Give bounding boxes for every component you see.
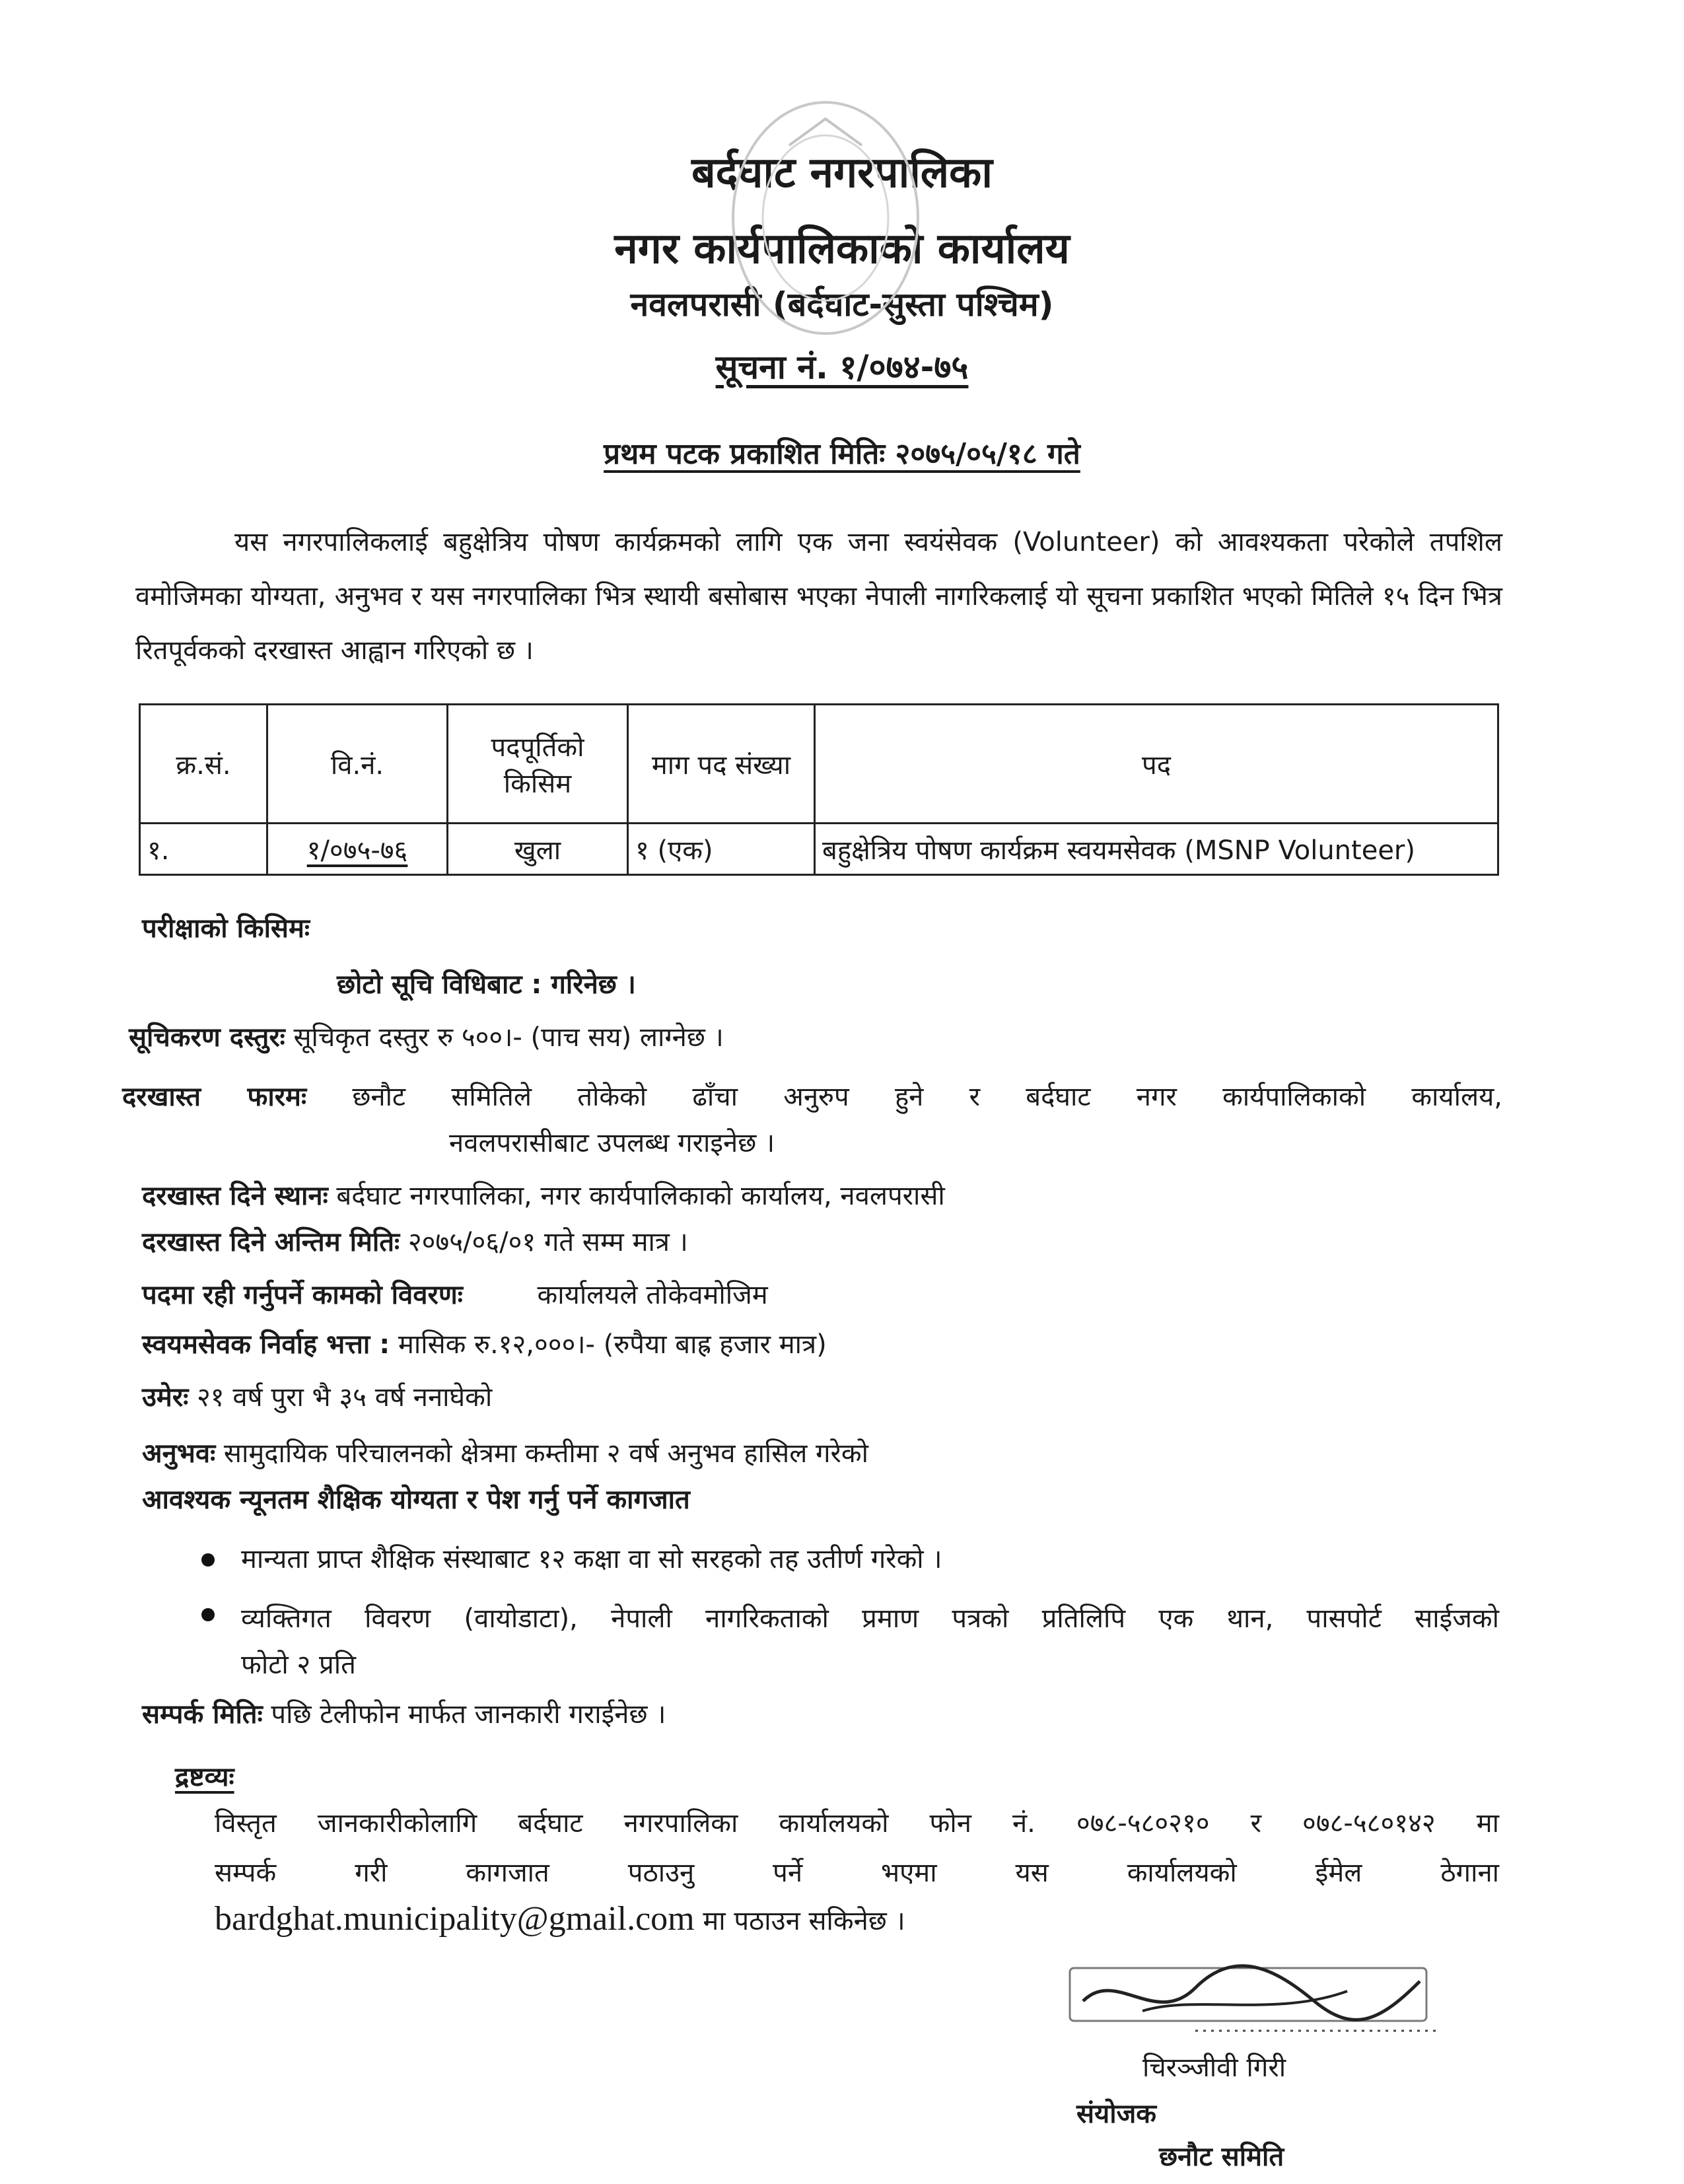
notice-number: सूचना नं. १/०७४-७५ — [715, 348, 969, 386]
note-line-1: विस्तृत जानकारीकोलागि बर्दघाट नगरपालिका कार्यालयको फोन नं. ०७८-५८०२१० र ०७८-५८०१४२ मा — [215, 1808, 1499, 1839]
table-header-cell: पदपूर्तिको किसिम — [448, 705, 628, 824]
experience-value: सामुदायिक परिचालनको क्षेत्रमा कम्तीमा २ वर्ष अनुभव हासिल गरेको — [223, 1438, 868, 1469]
note-label: द्रष्टव्यः — [175, 1762, 234, 1792]
deadline-value: २०७५/०६/०१ गते सम्म मात्र । — [407, 1227, 688, 1257]
signatory-role: संयोजक — [1076, 2099, 1156, 2129]
bullet-icon — [201, 1553, 215, 1567]
qualification-bullet-1: मान्यता प्राप्त शैक्षिक संस्थाबाट १२ कक्षा वा सो सरहको तह उतीर्ण गरेको । — [241, 1544, 942, 1574]
deadline-label: दरखास्त दिने अन्तिम मितिः — [142, 1227, 400, 1257]
fee-line — [129, 1010, 724, 1065]
exam-label: परीक्षाको किसिमः — [142, 913, 310, 944]
note-line-3 — [215, 1892, 905, 1948]
bullet-icon — [201, 1608, 215, 1621]
note-line-2: सम्पर्क गरी कागजात पठाउनु पर्ने भएमा यस कार्यालयको ईमेल ठेगाना — [215, 1858, 1499, 1888]
qualification-bullet-2: व्यक्तिगत विवरण (वायोडाटा), नेपाली नागरिकताको प्रमाण पत्रको प्रतिलिपि एक थान, पासपोर्ट साईजको — [241, 1603, 1499, 1634]
allowance-value: मासिक रु.१२,०००।- (रुपैया बाह्र हजार मात्र) — [398, 1329, 827, 1360]
age-label: उमेरः — [142, 1382, 189, 1413]
duties-line — [142, 1268, 768, 1322]
experience-label: अनुभवः — [142, 1438, 216, 1469]
place-value: बर्दघाट नगरपालिका, नगर कार्यपालिकाको कार्यालय, नवलपरासी — [336, 1181, 945, 1211]
table-header-cell: वि.नं. — [267, 705, 448, 824]
signatory-committee: छनौट समिति — [1159, 2142, 1284, 2172]
email-address: bardghat.municipality@gmail.com — [215, 1900, 695, 1938]
form-value: छनौट समितिले तोकेको ढाँचा अनुरुप हुने र बर्दघाट नगर कार्यपालिकाको कार्यालय, — [352, 1082, 1502, 1112]
office-subtitle: नगर कार्यपालिकाको कार्यालय — [614, 225, 1070, 273]
office-seal-icon — [726, 92, 925, 343]
place-label: दरखास्त दिने स्थानः — [142, 1181, 328, 1211]
form-line-1 — [122, 1070, 1502, 1124]
contact-value: पछि टेलीफोन मार्फत जानकारी गराईनेछ । — [271, 1699, 666, 1730]
table-header-row — [140, 705, 1498, 824]
intro-paragraph: यस नगरपालिकलाई बहुक्षेत्रिय पोषण कार्यक्रमको लागि एक जना स्वयंसेवक (Volunteer) को आवश्यकता परेकोले तपशिल वमोजिमका योग्यता, अनुभव र यस नगरपालिका भित्र स्थायी बसोबास भएका नेपाली नागरिकलाई यो सूचना प्रकाशित भएको मितिले १५ दिन भित्र रितपूर्वकको दरखास्त आह्वान गरिएको छ । — [135, 527, 1502, 666]
table-cell: १/०७५-७६ — [267, 824, 448, 875]
form-line — [122, 1070, 1502, 1124]
publish-date: प्रथम पटक प्रकाशित मितिः २०७५/०५/१८ गते — [604, 437, 1080, 471]
note-line-3-text: मा पठाउन सकिनेछ । — [703, 1906, 905, 1936]
exam-method — [337, 958, 636, 1012]
table-cell: १. — [140, 824, 267, 875]
fee-label: सूचिकरण दस्तुरः — [129, 1022, 285, 1053]
vacancy-table — [139, 703, 1499, 876]
form-value-cont: नवलपरासीबाट उपलब्ध गराइनेछ । — [449, 1128, 775, 1158]
qualification-bullet-2-cont: फोटो २ प्रति — [241, 1650, 356, 1680]
contact-line — [142, 1687, 666, 1742]
table-cell: १ (एक) — [628, 824, 815, 875]
exam-text: छोटो सूचि विधिबाट : गरिनेछ । — [337, 969, 636, 1000]
table-row — [140, 824, 1498, 875]
fee-value: सूचिकृत दस्तुर रु ५००।- (पाच सय) लाग्नेछ । — [293, 1022, 724, 1053]
office-location: नवलपरासी (बर्दघाट-सुस्ता पश्चिम) — [630, 285, 1054, 324]
duties-value: कार्यालयले तोकेवमोजिम — [537, 1280, 768, 1310]
table-cell: खुला — [448, 824, 628, 875]
age-line — [142, 1370, 492, 1425]
signatory-name: चिरञ्जीवी गिरी — [1142, 2053, 1286, 2083]
office-title: बर्दघाट नगरपालिका — [691, 149, 993, 197]
qualification-label: आवश्यक न्यूनतम शैक्षिक योग्यता र पेश गर्नु पर्ने कागजात — [142, 1485, 690, 1515]
table-header-cell: माग पद संख्या — [628, 705, 815, 824]
signature-stamp-icon — [1063, 1955, 1446, 2047]
table-cell: बहुक्षेत्रिय पोषण कार्यक्रम स्वयमसेवक (MSNP Volunteer) — [815, 824, 1498, 875]
contact-label: सम्पर्क मितिः — [142, 1699, 263, 1730]
table-header-cell: पद — [815, 705, 1498, 824]
form-label: दरखास्त फारमः — [122, 1082, 307, 1112]
allowance-line — [142, 1318, 827, 1372]
deadline-line — [142, 1215, 688, 1269]
table-header-cell: क्र.सं. — [140, 705, 267, 824]
age-value: २१ वर्ष पुरा भै ३५ वर्ष ननाघेको — [197, 1382, 493, 1413]
allowance-label: स्वयमसेवक निर्वाह भत्ता : — [142, 1329, 390, 1360]
duties-label: पदमा रही गर्नुपर्ने कामको विवरणः — [142, 1280, 463, 1310]
